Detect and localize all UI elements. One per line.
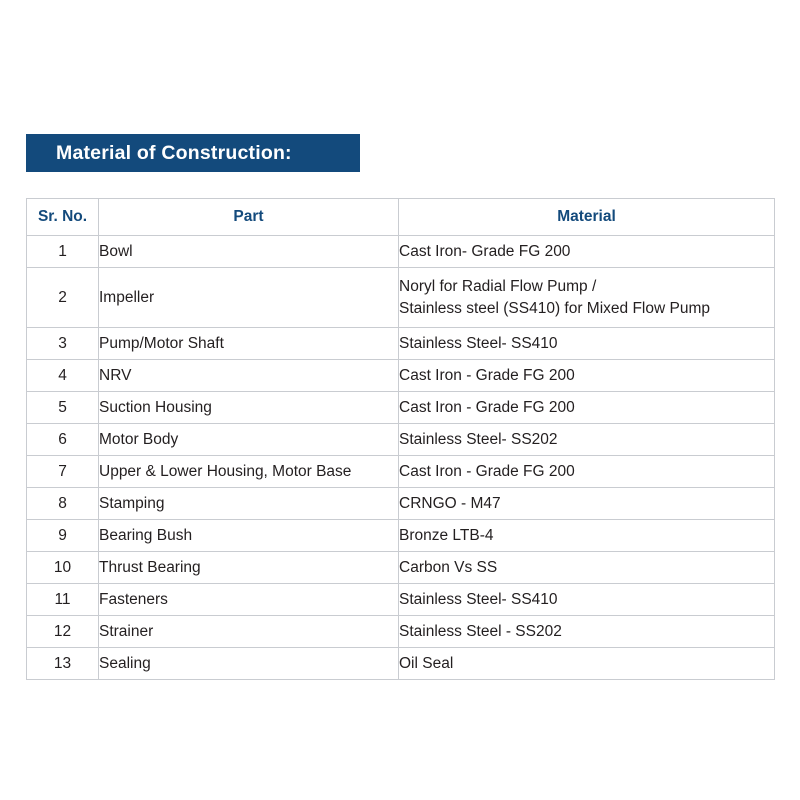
cell-part: Suction Housing bbox=[99, 392, 399, 424]
material-line: Bronze LTB-4 bbox=[399, 526, 494, 544]
cell-material bbox=[399, 456, 775, 488]
cell-material bbox=[399, 424, 775, 456]
table-row bbox=[27, 360, 775, 392]
material-line: Cast Iron - Grade FG 200 bbox=[399, 398, 575, 416]
table-row bbox=[27, 584, 775, 616]
page-title: Material of Construction: bbox=[56, 141, 292, 164]
cell-material bbox=[399, 520, 775, 552]
material-line: Noryl for Radial Flow Pump / bbox=[399, 277, 597, 295]
column-header-part: Part bbox=[99, 199, 399, 236]
cell-material bbox=[399, 268, 775, 328]
cell-part: NRV bbox=[99, 360, 399, 392]
cell-material bbox=[399, 328, 775, 360]
cell-sr-no: 6 bbox=[27, 424, 99, 456]
cell-sr-no: 12 bbox=[27, 616, 99, 648]
cell-part: Fasteners bbox=[99, 584, 399, 616]
section-heading-bar bbox=[26, 134, 360, 172]
cell-part: Bearing Bush bbox=[99, 520, 399, 552]
cell-sr-no: 8 bbox=[27, 488, 99, 520]
cell-sr-no: 9 bbox=[27, 520, 99, 552]
material-line: Stainless Steel- SS202 bbox=[399, 430, 558, 448]
material-line: CRNGO - M47 bbox=[399, 494, 501, 512]
column-header-sr-no: Sr. No. bbox=[27, 199, 99, 236]
material-line: Stainless Steel- SS410 bbox=[399, 590, 558, 608]
cell-material bbox=[399, 236, 775, 268]
table-header-row bbox=[27, 199, 775, 236]
column-header-material: Material bbox=[399, 199, 775, 236]
table-row bbox=[27, 392, 775, 424]
table-row bbox=[27, 456, 775, 488]
cell-sr-no: 10 bbox=[27, 552, 99, 584]
cell-material bbox=[399, 392, 775, 424]
cell-part: Bowl bbox=[99, 236, 399, 268]
material-line: Cast Iron - Grade FG 200 bbox=[399, 462, 575, 480]
material-line: Cast Iron - Grade FG 200 bbox=[399, 366, 575, 384]
cell-sr-no: 4 bbox=[27, 360, 99, 392]
cell-part: Sealing bbox=[99, 648, 399, 680]
material-line: Cast Iron- Grade FG 200 bbox=[399, 242, 571, 260]
table-row bbox=[27, 236, 775, 268]
table-row bbox=[27, 328, 775, 360]
cell-material bbox=[399, 584, 775, 616]
cell-sr-no: 3 bbox=[27, 328, 99, 360]
cell-material bbox=[399, 360, 775, 392]
table-row bbox=[27, 616, 775, 648]
cell-sr-no: 5 bbox=[27, 392, 99, 424]
material-line: Stainless Steel - SS202 bbox=[399, 622, 562, 640]
cell-part: Upper & Lower Housing, Motor Base bbox=[99, 456, 399, 488]
cell-part: Stamping bbox=[99, 488, 399, 520]
cell-material bbox=[399, 648, 775, 680]
cell-part: Impeller bbox=[99, 268, 399, 328]
material-of-construction-table bbox=[26, 198, 775, 680]
cell-part: Motor Body bbox=[99, 424, 399, 456]
table-row bbox=[27, 552, 775, 584]
material-line: Carbon Vs SS bbox=[399, 558, 498, 576]
cell-material bbox=[399, 488, 775, 520]
cell-sr-no: 1 bbox=[27, 236, 99, 268]
table-row bbox=[27, 520, 775, 552]
table-row bbox=[27, 424, 775, 456]
material-line: Stainless steel (SS410) for Mixed Flow Pump bbox=[399, 299, 710, 317]
cell-part: Pump/Motor Shaft bbox=[99, 328, 399, 360]
cell-material bbox=[399, 616, 775, 648]
table-row bbox=[27, 268, 775, 328]
cell-sr-no: 11 bbox=[27, 584, 99, 616]
cell-part: Strainer bbox=[99, 616, 399, 648]
table-row bbox=[27, 488, 775, 520]
table-row bbox=[27, 648, 775, 680]
cell-material bbox=[399, 552, 775, 584]
cell-sr-no: 2 bbox=[27, 268, 99, 328]
cell-sr-no: 13 bbox=[27, 648, 99, 680]
cell-sr-no: 7 bbox=[27, 456, 99, 488]
material-line: Stainless Steel- SS410 bbox=[399, 334, 558, 352]
cell-part: Thrust Bearing bbox=[99, 552, 399, 584]
material-line: Oil Seal bbox=[399, 654, 454, 672]
